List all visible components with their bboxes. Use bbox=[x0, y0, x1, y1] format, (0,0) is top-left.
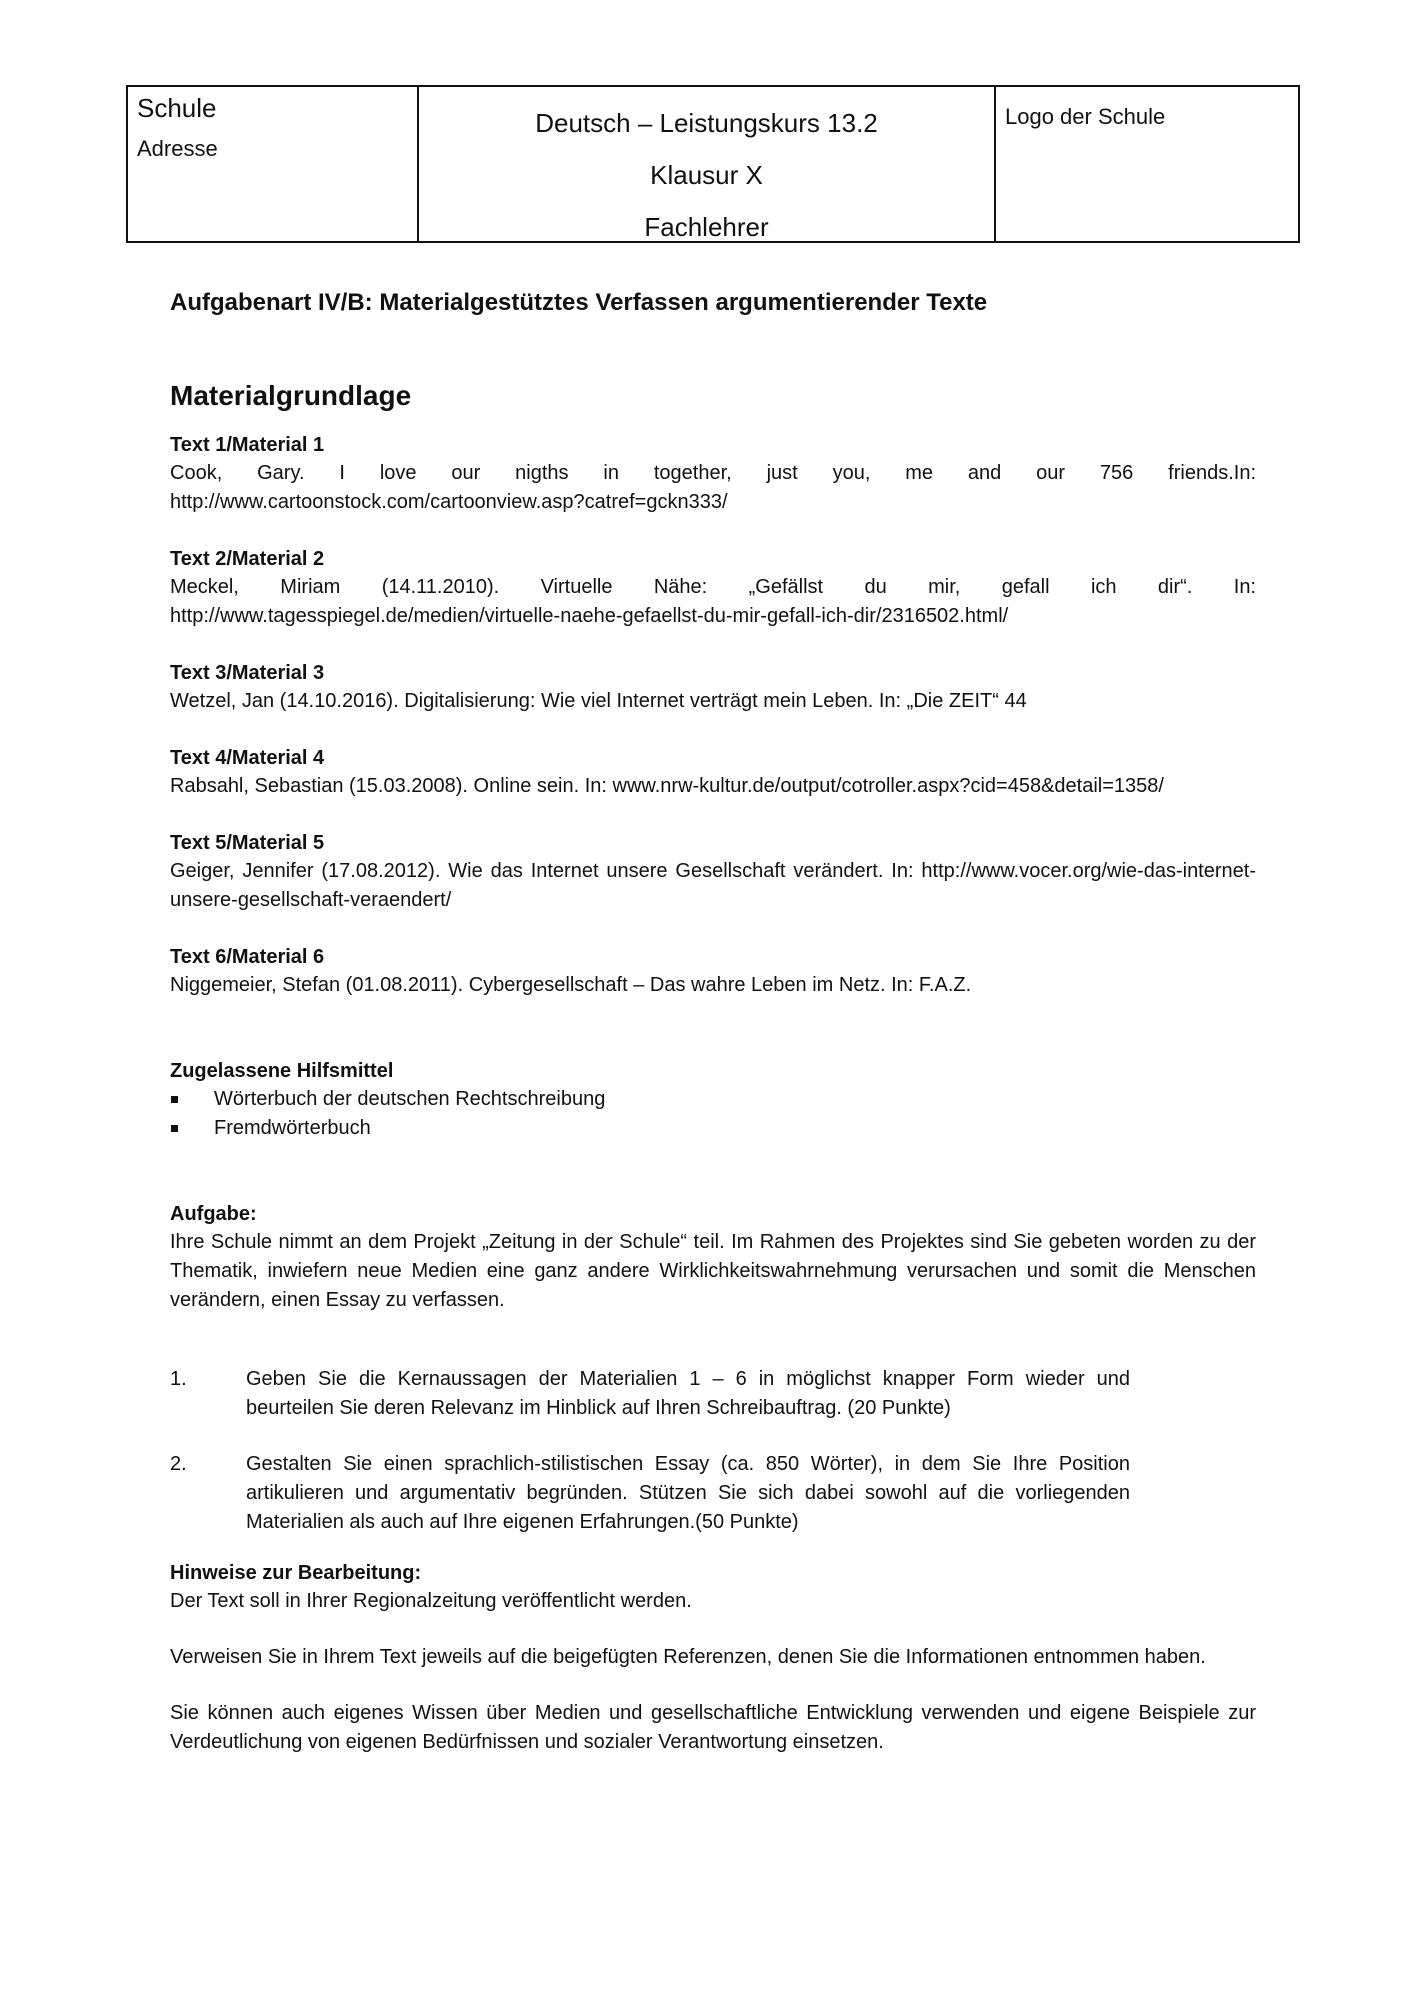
aids-list bbox=[170, 1085, 1256, 1143]
material-item bbox=[170, 829, 1256, 915]
materials-list bbox=[170, 431, 1256, 1000]
material-label: Text 6/Material 6 bbox=[170, 946, 325, 968]
task-type-heading: Aufgabenart IV/B: Materialgestütztes Verfassen argumentierender Texte bbox=[170, 289, 988, 316]
materials-heading: Materialgrundlage bbox=[170, 380, 412, 411]
school-address: Adresse bbox=[137, 136, 218, 161]
material-label: Text 5/Material 5 bbox=[170, 832, 325, 854]
material-item bbox=[170, 744, 1256, 801]
material-item bbox=[170, 659, 1256, 716]
material-label: Text 3/Material 3 bbox=[170, 662, 325, 684]
material-source: Geiger, Jennifer (17.08.2012). Wie das Internet unsere Gesellschaft verändert. In: http://www.vocer.org/wie-das-internet-unsere-gesellschaft-veraendert/ bbox=[170, 860, 1256, 911]
logo-placeholder: Logo der Schule bbox=[1005, 104, 1166, 129]
material-item bbox=[170, 545, 1256, 631]
hints-section bbox=[170, 1559, 1256, 1757]
exam-title: Klausur X bbox=[650, 160, 763, 190]
aid-item-foreign-dictionary: Fremdwörterbuch bbox=[170, 1114, 1256, 1143]
assignment-section bbox=[170, 1200, 1256, 1315]
teacher-name: Fachlehrer bbox=[644, 212, 769, 242]
task-list bbox=[170, 1365, 1130, 1537]
material-item bbox=[170, 943, 1256, 1000]
school-name: Schule bbox=[137, 93, 217, 123]
aids-section bbox=[170, 1057, 1256, 1143]
hints-heading: Hinweise zur Bearbeitung: bbox=[170, 1562, 422, 1584]
task-item bbox=[170, 1450, 1130, 1537]
material-source: Cook, Gary. I love our nigths in together, just you, me and our 756 friends.In: http://www.cartoonstock.com/cartoonview.asp?catref=gckn333/ bbox=[170, 462, 1256, 513]
aids-heading: Zugelassene Hilfsmittel bbox=[170, 1060, 394, 1082]
assignment-text: Ihre Schule nimmt an dem Projekt „Zeitung in der Schule“ teil. Im Rahmen des Projektes sind Sie gebeten worden zu der Thematik, inwiefern neue Medien eine ganz andere Wirklichkeitswahrnehmung verursachen und somit die Menschen verändern, einen Essay zu verfassen. bbox=[170, 1231, 1256, 1311]
material-source: Meckel, Miriam (14.11.2010). Virtuelle Nähe: „Gefällst du mir, gefall ich dir“. In: http://www.tagesspiegel.de/medien/virtuelle-naehe-gefaellst-du-mir-gefall-ich-dir/2316502.html/ bbox=[170, 576, 1256, 627]
task-text: Gestalten Sie einen sprachlich-stilistischen Essay (ca. 850 Wörter), in dem Sie Ihre Position artikulieren und argumentativ begründen. Stützen Sie sich dabei sowohl auf die vorliegenden Materialien als auch auf Ihre eigenen Erfahrungen.(50 Punkte) bbox=[246, 1453, 1130, 1533]
material-label: Text 2/Material 2 bbox=[170, 548, 325, 570]
assignment-heading: Aufgabe: bbox=[170, 1203, 257, 1225]
material-source: Niggemeier, Stefan (01.08.2011). Cybergesellschaft – Das wahre Leben im Netz. In: F.A.Z. bbox=[170, 974, 972, 996]
task-number: 2. bbox=[170, 1453, 187, 1475]
header-course-cell bbox=[417, 87, 994, 241]
material-item bbox=[170, 431, 1256, 517]
hint-paragraph: Verweisen Sie in Ihrem Text jeweils auf die beigefügten Referenzen, denen Sie die Informationen entnommen haben. bbox=[170, 1646, 1206, 1668]
header-school-cell bbox=[128, 87, 417, 241]
hint-paragraph: Sie können auch eigenes Wissen über Medien und gesellschaftliche Entwicklung verwenden und eigene Beispiele zur Verdeutlichung von eigenen Bedürfnissen und sozialer Verantwortung einsetzen. bbox=[170, 1702, 1256, 1753]
material-source: Wetzel, Jan (14.10.2016). Digitalisierung: Wie viel Internet verträgt mein Leben. In: „Die ZEIT“ 44 bbox=[170, 690, 1027, 712]
task-item bbox=[170, 1365, 1130, 1423]
material-label: Text 4/Material 4 bbox=[170, 747, 325, 769]
header-table bbox=[126, 85, 1300, 243]
material-source: Rabsahl, Sebastian (15.03.2008). Online sein. In: www.nrw-kultur.de/output/cotroller.aspx?cid=458&detail=1358/ bbox=[170, 775, 1164, 797]
task-text: Geben Sie die Kernaussagen der Materialien 1 – 6 in möglichst knapper Form wieder und beurteilen Sie deren Relevanz im Hinblick auf Ihren Schreibauftrag. (20 Punkte) bbox=[246, 1368, 1130, 1419]
material-label: Text 1/Material 1 bbox=[170, 434, 325, 456]
course-title: Deutsch – Leistungskurs 13.2 bbox=[535, 108, 878, 138]
aid-item-dictionary: Wörterbuch der deutschen Rechtschreibung bbox=[170, 1085, 1256, 1114]
task-number: 1. bbox=[170, 1368, 187, 1390]
header-logo-cell bbox=[994, 87, 1298, 241]
hint-paragraph: Der Text soll in Ihrer Regionalzeitung veröffentlicht werden. bbox=[170, 1590, 692, 1612]
